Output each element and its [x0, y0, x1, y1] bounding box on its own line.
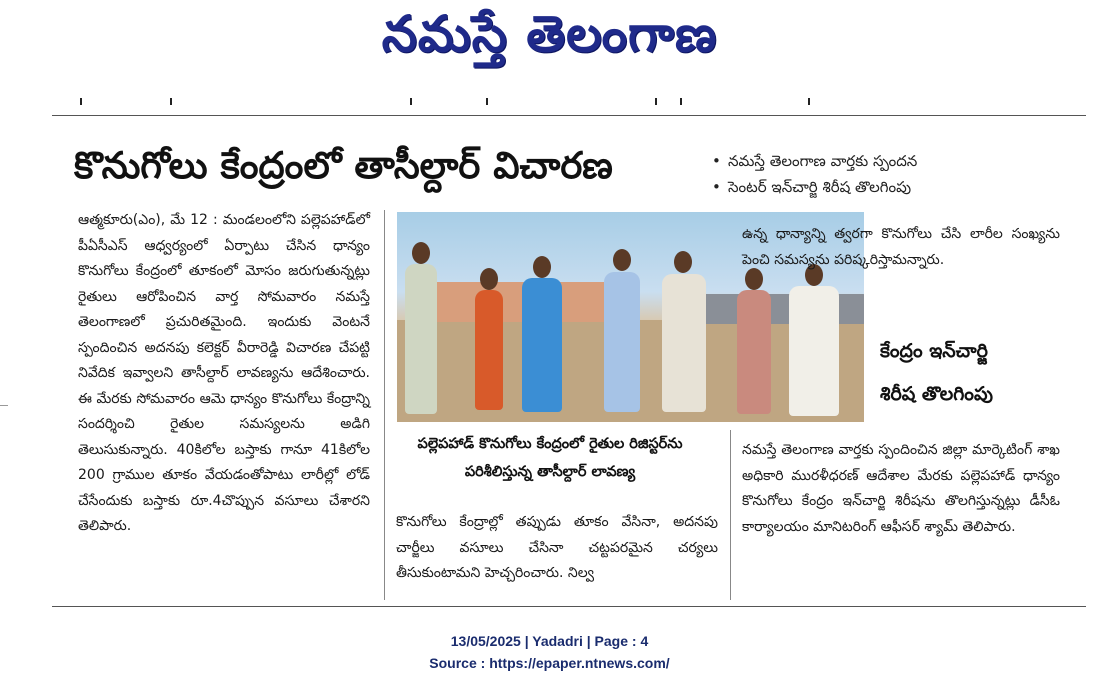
article-column-right-top: [742, 208, 1060, 287]
cut-mark: [808, 98, 810, 105]
article-subheads: [712, 148, 1072, 200]
cut-mark: [486, 98, 488, 105]
photo-person-head: [412, 242, 430, 264]
footer-source-link[interactable]: Source : https://epaper.ntnews.com/: [429, 655, 670, 671]
page-footer: [0, 630, 1099, 674]
subhead-item: [712, 174, 1072, 200]
cut-mark: [80, 98, 82, 105]
article-column-left: [78, 208, 370, 540]
photo-person: [737, 290, 771, 414]
newspaper-title: నమస్తే తెలంగాణ: [381, 4, 718, 63]
article-paragraph: కొనుగోలు కేంద్రాల్లో తప్పుడు తూకం వేసినా, అదనపు చార్జీలు వసూలు చేసినా చట్టపరమైన చర్యలు తీసుకుంటామని హెచ్చరించారు. నిల్వ: [396, 514, 718, 581]
photo-person-head: [674, 251, 692, 273]
bullet-icon: •: [712, 178, 721, 196]
article-paragraph: నమస్తే తెలంగాణ వార్తకు స్పందించిన జిల్లా మార్కెటింగ్ శాఖ అధికారి మురళీధరణ్ ఆదేశాల మేరకు పల్లెపహాడ్ ధాన్యం కొనుగోలు కేంద్రం ఇన్‌చార్జి శిరీషను తొలగిస్తున్నట్లు డీసీఓ కార్యాలయం మానిటరింగ్ ఆఫీసర్ శ్యామ్ తెలిపారు.: [742, 442, 1060, 535]
photo-person-head: [533, 256, 551, 278]
top-rule: [52, 115, 1086, 116]
column-divider: [730, 430, 731, 600]
photo-person-head: [613, 249, 631, 271]
article-column-right-bottom: [742, 424, 1060, 554]
masthead: [0, 0, 1099, 80]
subhead-item: [712, 148, 1072, 174]
cut-mark: [655, 98, 657, 105]
subhead-text: సెంటర్ ఇన్‌చార్జి శిరీష తొలగింపు: [728, 178, 912, 196]
article-column-middle: [396, 510, 718, 587]
page-edge-tick: [0, 405, 8, 406]
article-paragraph: ఆత్మకూరు(ఎం), మే 12 : మండలంలోని పల్లెపహాడ్‌లో పీఏసీఎస్ ఆధ్వర్యంలో ఏర్పాటు చేసిన ధాన్యం కొనుగోలు కేంద్రంలో తూకంలో మోసం జరుగుతున్నట్లు రైతులు ఆరోపించిన వార్త సోమవారం నమస్తే తెలంగాణలో ప్రచురితమైంది. ఇందుకు వెంటనే స్పందించిన అదనపు కలెక్టర్ వీరారెడ్డి విచారణ చేపట్టి నివేదిక ఇవ్వాలని తాసీల్దార్ లావణ్యను ఆదేశించారు. ఈ మేరకు సోమవారం ఆమె ధాన్యం కొనుగోలు కేంద్రాన్ని సందర్శించి రైతుల సమస్యలను అడిగి తెలుసుకున్నారు. 40కిలోల బస్తాకు గానూ 41కిలోల 200 గ్రాముల తూకం వేయడంతోపాటు లారీల్లో లోడ్ చేసేందుకు బస్తాకు రూ.4చొప్పున వసూలు చేశారని తెలిపారు.: [78, 212, 370, 534]
article-paragraph: ఉన్న ధాన్యాన్ని త్వరగా కొనుగోలు చేసి లారీల సంఖ్యను పెంచి సమస్యను పరిష్కరిస్తామన్నారు.: [742, 226, 1060, 268]
column-cut-marks: [80, 98, 840, 108]
photo-person: [475, 290, 503, 410]
photo-person: [604, 272, 640, 412]
box-heading-line: కేంద్రం ఇన్‌చార్జి: [880, 340, 988, 362]
photo-person: [405, 264, 437, 414]
photo-person: [522, 278, 562, 412]
article-headline: కొనుగోలు కేంద్రంలో తాసీల్దార్ విచారణ: [74, 144, 613, 187]
bullet-icon: •: [712, 152, 721, 170]
photo-caption: పల్లెపహాడ్ కొనుగోలు కేంద్రంలో రైతుల రిజిస్టర్‌ను పరిశీలిస్తున్న తాసీల్దార్ లావణ్య: [417, 436, 683, 480]
column-divider: [384, 210, 385, 600]
photo-person-head: [480, 268, 498, 290]
cut-mark: [410, 98, 412, 105]
subhead-text: నమస్తే తెలంగాణ వార్తకు స్పందన: [728, 152, 918, 170]
photo-person: [662, 274, 706, 412]
cut-mark: [680, 98, 682, 105]
box-heading-line: శిరీష తొలగింపు: [880, 383, 993, 405]
footer-date-edition: 13/05/2025 | Yadadri | Page : 4: [450, 633, 649, 649]
photo-person: [789, 286, 839, 416]
bottom-rule: [52, 606, 1086, 607]
cut-mark: [170, 98, 172, 105]
